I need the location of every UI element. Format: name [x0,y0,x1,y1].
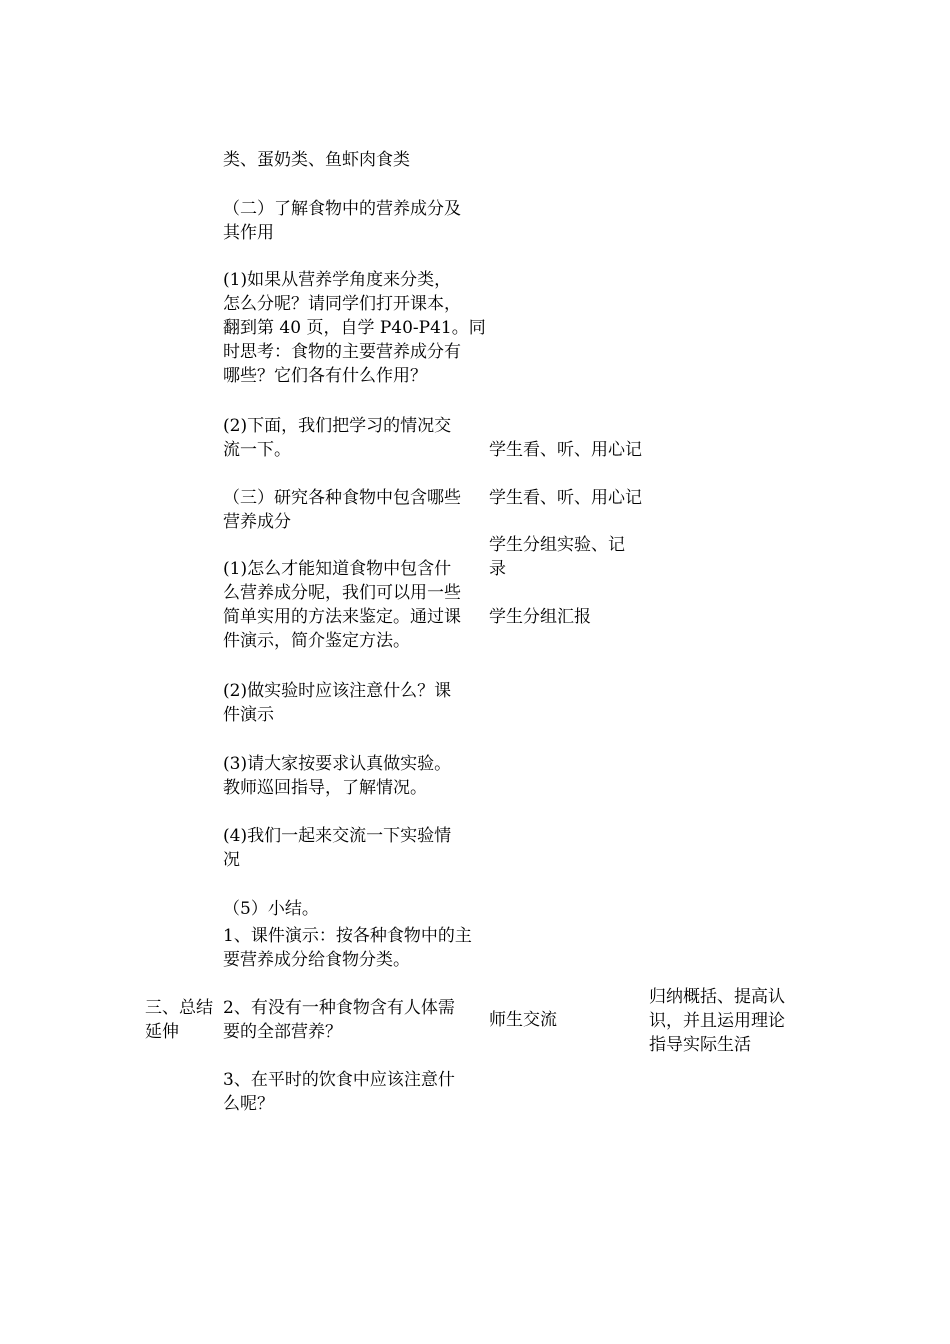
teacher-line: 要营养成分给食物分类。 [223,950,410,970]
teacher-line: 营养成分 [223,512,291,532]
teacher-line: 简单实用的方法来鉴定。通过课 [223,607,461,627]
teacher-line: 时思考：食物的主要营养成分有 [223,342,461,362]
teacher-line: 件演示 [223,705,274,725]
teacher-line: 3、在平时的饮食中应该注意什 [223,1070,455,1090]
intent-line: 识，并且运用理论 [649,1011,785,1031]
teacher-line: (2)做实验时应该注意什么？课 [223,681,452,701]
teacher-line: (1)怎么才能知道食物中包含什 [223,559,452,579]
teacher-line: 件演示，简介鉴定方法。 [223,631,410,651]
teacher-line: (4)我们一起来交流一下实验情 [223,826,452,846]
student-line: 学生分组实验、记 [489,535,625,555]
teacher-line: 要的全部营养？ [223,1022,342,1042]
teacher-line: 类、蛋奶类、鱼虾肉食类 [223,150,410,170]
teacher-line: (1)如果从营养学角度来分类， [223,270,452,290]
teacher-line: 况 [223,850,240,870]
student-line: 学生看、听、用心记 [489,440,642,460]
section-label-line-1: 三、总结 [145,998,213,1018]
teacher-line: 流一下。 [223,440,291,460]
teacher-line: 1、课件演示：按各种食物中的主 [223,926,472,946]
intent-line: 归纳概括、提高认 [649,987,785,1007]
intent-line: 指导实际生活 [649,1035,751,1055]
student-line: 录 [489,559,506,579]
teacher-line: 教师巡回指导，了解情况。 [223,778,427,798]
section-label-line-2: 延伸 [145,1022,179,1042]
student-line: 学生分组汇报 [489,607,591,627]
teacher-line: (2)下面，我们把学习的情况交 [223,416,452,436]
teacher-line: 么呢？ [223,1094,274,1114]
teacher-line: 翻到第 40 页，自学 P40-P41。同 [223,318,486,338]
student-line: 学生看、听、用心记 [489,488,642,508]
teacher-line: 其作用 [223,223,274,243]
teacher-line: 怎么分呢？请同学们打开课本， [223,294,461,314]
teacher-line: （三）研究各种食物中包含哪些 [223,488,461,508]
teacher-line: 2、有没有一种食物含有人体需 [223,998,455,1018]
student-line: 师生交流 [489,1010,557,1030]
teacher-line: （5）小结。 [223,899,319,919]
teacher-line: （二）了解食物中的营养成分及 [223,199,461,219]
teacher-line: (3)请大家按要求认真做实验。 [223,754,452,774]
teacher-line: 么营养成分呢，我们可以用一些 [223,583,461,603]
teacher-line: 哪些？它们各有什么作用？ [223,366,427,386]
